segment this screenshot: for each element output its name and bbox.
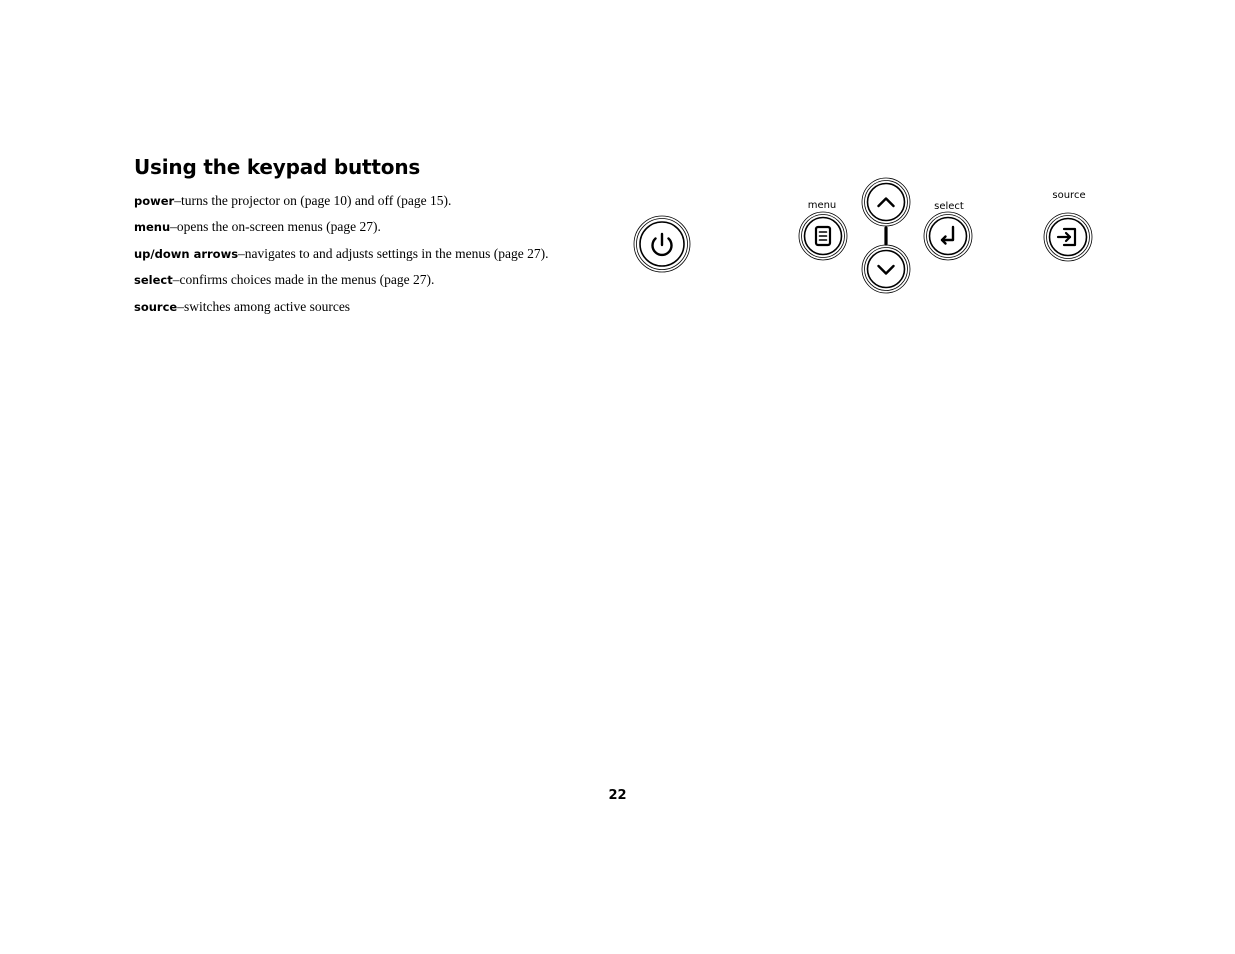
term-arrows: up/down arrows bbox=[134, 247, 239, 261]
menu-list-icon bbox=[816, 227, 830, 245]
term-select: select bbox=[134, 273, 173, 287]
term-power: power bbox=[134, 194, 175, 208]
source-input-icon bbox=[1058, 229, 1075, 245]
keypad-illustration bbox=[0, 0, 1235, 400]
chevron-down-icon bbox=[879, 266, 894, 274]
term-menu: menu bbox=[134, 220, 171, 234]
enter-arrow-icon bbox=[942, 227, 953, 244]
select-button bbox=[924, 212, 972, 260]
term-source: source bbox=[134, 300, 178, 314]
desc-arrows-text: –navigates to and adjusts settings in the menus (page 27). bbox=[238, 246, 549, 261]
page-number: 22 bbox=[608, 788, 627, 803]
chevron-up-icon bbox=[879, 199, 894, 207]
select-label: select bbox=[934, 201, 964, 212]
menu-label: menu bbox=[807, 200, 837, 211]
down-arrow-button bbox=[862, 245, 910, 293]
desc-menu-text: –opens the on-screen menus (page 27). bbox=[170, 219, 381, 234]
power-icon bbox=[653, 234, 672, 255]
desc-power-text: –turns the projector on (page 10) and off (page 15). bbox=[174, 193, 452, 208]
desc-source-text: –switches among active sources bbox=[177, 299, 351, 314]
source-button bbox=[1044, 213, 1092, 261]
power-button bbox=[634, 216, 690, 272]
menu-button bbox=[799, 212, 847, 260]
up-arrow-button bbox=[862, 178, 910, 226]
section-heading: Using the keypad buttons bbox=[134, 155, 421, 179]
source-label: source bbox=[1052, 190, 1086, 201]
desc-select-text: –confirms choices made in the menus (page 27). bbox=[172, 272, 435, 287]
